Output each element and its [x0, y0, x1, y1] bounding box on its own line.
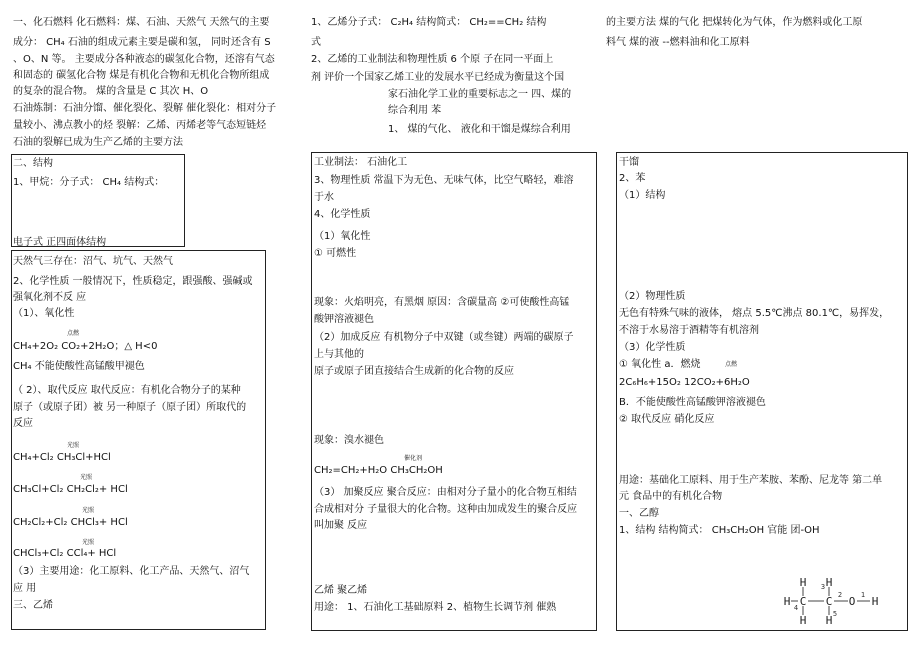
bond-number: 5: [832, 610, 838, 618]
atom-h: H: [871, 595, 879, 608]
atom-c: C: [825, 595, 833, 608]
condition-light: 光照: [82, 539, 95, 546]
benzene-phys-title: （2）物理性质: [619, 291, 686, 302]
condition-light: 光照: [82, 507, 95, 514]
bromine-phenomenon: 现象：溴水褪色: [314, 435, 384, 446]
benzene-uses: 用途：基础化工原料、用于生产苯胺、苯酚、尼龙等 第二单: [619, 475, 883, 486]
chlorination-equation: CH₄+Cl₂ CH₃Cl+HCl: [13, 452, 111, 463]
phenomenon-line: 现象：火焰明亮，有黑烟 原因：含碳量高 ②可使酸性高锰: [314, 297, 570, 308]
addition-line: 原子或原子团直接结合生成新的化合物的反应: [314, 366, 514, 377]
industry-line: 综合利用 苯: [388, 105, 442, 116]
chem-prop-line: 强氧化剂不反 应: [13, 292, 87, 303]
industry-method: 工业制法： 石油化工: [314, 157, 408, 168]
bond-number: 4: [793, 604, 799, 612]
electron-formula: 电子式 正四面体结构: [13, 237, 107, 248]
addition-line: （2）加成反应 有机物分子中双键（或叁键）两端的碳原子: [314, 332, 574, 343]
polymerization-line: 合成相对分 子量很大的化合物。这种由加成发生的聚合反应: [314, 504, 578, 515]
condition-ignite: 点燃: [725, 361, 738, 368]
substitution-line: 反应: [13, 418, 33, 429]
atom-h: H: [825, 577, 833, 589]
addition-line: 上与其他的: [314, 349, 364, 360]
benzene-phys-line: 不溶于水易溶于酒精等有机溶剂: [619, 325, 759, 336]
ethanol-structure-diagram: [782, 577, 882, 625]
chem-props-title: 4、化学性质: [314, 209, 371, 220]
bond-number: 3: [820, 583, 826, 591]
ethylene-uses: 用途： 1、石油化工基础原料 2、植物生长调节剂 催熟: [314, 602, 557, 613]
polymerization-line: 叫加聚 反应: [314, 520, 368, 531]
substitution-line: （ 2）、取代反应 取代反应：有机化合物分子的某种: [13, 385, 241, 396]
coal-line: 料气 煤的液 --燃料油和化工原料: [606, 37, 750, 48]
dry-distillation: 干馏: [619, 157, 639, 168]
intro-line: 石油的裂解已成为生产乙烯的主要方法: [13, 137, 183, 148]
oxidation: （1）氧化性: [314, 231, 371, 242]
chem-prop-line: 2、化学性质 一般情况下，性质稳定，跟强酸、强碱或: [13, 276, 253, 287]
flammability: ① 可燃性: [314, 248, 357, 259]
uses-line: 应 用: [13, 583, 37, 594]
atom-c: C: [799, 595, 807, 608]
polyethylene: 乙烯 聚乙烯: [314, 585, 368, 596]
benzene-box: [616, 152, 908, 631]
intro-line: 一、化石燃料 化石燃料：煤、石油、天然气 天然气的主要: [13, 17, 270, 28]
bond-number: 2: [837, 591, 843, 599]
bond-number: 1: [860, 591, 866, 599]
condition-light: 光照: [80, 474, 93, 481]
chlorination-equation: CH₂Cl₂+Cl₂ CHCl₃+ HCl: [13, 517, 128, 528]
industry-line: 剂 评价一个国家乙烯工业的发展水平已经成为衡量这个国: [311, 72, 565, 83]
condition-catalyst: 催化剂: [404, 455, 423, 462]
structure-title: 二、结构: [13, 158, 53, 169]
methane-formula: 1、甲烷：分子式： CH₄ 结构式：: [13, 177, 165, 188]
benzene-oxidation: ① 氧化性 a．燃烧: [619, 359, 701, 370]
benzene-combustion: 2C₆H₆+15O₂ 12CO₂+6H₂O: [619, 377, 750, 388]
industry-line: 家石油化学工业的重要标志之一 四、煤的: [388, 89, 572, 100]
benzene-chem-title: （3）化学性质: [619, 342, 686, 353]
ethanol-heading: 一、乙醇: [619, 508, 659, 519]
benzene-uses: 元 食品中的有机化合物: [619, 491, 723, 502]
atom-h: H: [825, 614, 833, 625]
chlorination-equation: CHCl₃+Cl₂ CCl₄+ HCl: [13, 548, 117, 559]
ethylene-box: [311, 152, 597, 631]
kmno4-note: CH₄ 不能使酸性高锰酸甲褪色: [13, 361, 145, 372]
industry-line: 2、乙烯的工业制法和物理性质 6 个原 子在同一平面上: [311, 54, 554, 65]
natgas-line: 天然气三存在：沼气、坑气、天然气: [13, 256, 173, 267]
ethylene-heading: 三、乙烯: [13, 600, 53, 611]
uses-line: （3）主要用途：化工原料、化工产品、天然气、沼气: [13, 566, 250, 577]
atom-h: H: [799, 614, 807, 625]
ethanol-structure: 1、结构 结构简式： CH₃CH₂OH 官能 团-OH: [619, 525, 820, 536]
chlorination-equation: CH₃Cl+Cl₂ CH₂Cl₂+ HCl: [13, 484, 128, 495]
substitution-line: 原子（或原子团）被 另一种原子（原子团）所取代的: [13, 402, 247, 413]
condition-ignite: 点燃: [67, 330, 80, 337]
intro-line: 和固态的 碳氢化合物 煤是有机化合物和无机化合物所组成: [13, 70, 270, 81]
benzene-heading: 2、苯: [619, 173, 646, 184]
benzene-substitution: ② 取代反应 硝化反应: [619, 414, 715, 425]
oxidation-title: （1）、氧化性: [13, 308, 75, 319]
condition-light: 光照: [67, 442, 80, 449]
benzene-structure: （1）结构: [619, 190, 666, 201]
benzene-kmno4: B．不能使酸性高锰酸钾溶液褪色: [619, 397, 766, 408]
benzene-phys-line: 无色有特殊气味的液体， 熔点 5.5℃沸点 80.1℃，易挥发，: [619, 308, 890, 319]
atom-h: H: [799, 577, 807, 589]
polymerization-line: （3） 加聚反应 聚合反应：由相对分子量小的化合物互相结: [314, 487, 577, 498]
physical-props: 3、物理性质 常温下为无色、无味气体，比空气略轻，难溶: [314, 175, 574, 186]
phenomenon-line: 酸钾溶液褪色: [314, 314, 374, 325]
intro-line: 量较小、沸点教小的烃 裂解：乙烯、丙烯老等气态短链烃: [13, 120, 267, 131]
intro-line: 石油炼制：石油分馏、催化裂化、裂解 催化裂化：相对分子: [13, 103, 277, 114]
intro-line: 成分： CH₄ 石油的组成元素主要是碳和氢， 同时还含有 S: [13, 37, 271, 48]
ethylene-formula: 式: [311, 37, 321, 48]
coal-line: 的主要方法 煤的气化 把煤转化为气体，作为燃料或化工原: [606, 17, 863, 28]
hydration-equation: CH₂=CH₂+H₂O CH₃CH₂OH: [314, 465, 443, 476]
physical-props: 于水: [314, 192, 334, 203]
ethylene-formula: 1、乙烯分子式： C₂H₄ 结构简式： CH₂==CH₂ 结构: [311, 17, 547, 28]
intro-line: 的复杂的混合物。 煤的含量是 C 其次 H、O: [13, 86, 209, 97]
intro-line: 、O、N 等。 主要成分各种液态的碳氢化合物，还溶有气态: [13, 54, 275, 65]
atom-h: H: [783, 595, 791, 608]
atom-o: O: [848, 595, 856, 608]
industry-line: 1、 煤的气化、 液化和干馏是煤综合利用: [388, 124, 571, 135]
combustion-equation: CH₄+2O₂ CO₂+2H₂O；△ H<0: [13, 341, 158, 352]
